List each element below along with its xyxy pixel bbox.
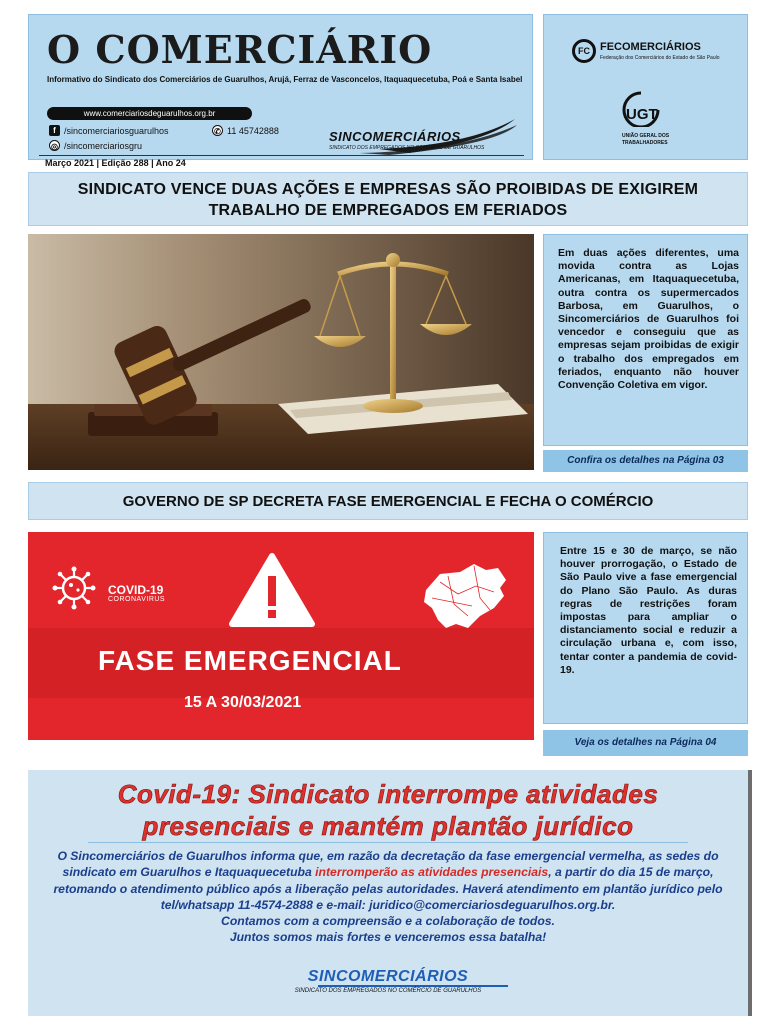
notice-logo-tagline: SINDICATO DOS EMPREGADOS NO COMÉRCIO DE GUARULHOS — [294, 988, 482, 994]
notice-shadow — [748, 770, 752, 1016]
notice-body-line4: Juntos somos mais fortes e venceremos essa batalha! — [229, 930, 547, 945]
masthead-divider — [39, 155, 524, 156]
partners-panel — [543, 14, 748, 160]
notice-title-line1: Covid-19: Sindicato interrompe atividades — [117, 779, 659, 809]
edition-info: Março 2021 | Edição 288 | Ano 24 — [45, 158, 186, 168]
story1-headline-line1: SINDICATO VENCE DUAS AÇÕES E EMPRESAS SÃO PROIBIDAS DE EXIGIREM — [77, 181, 699, 198]
newsletter-title: O COMERCIÁRIO — [47, 27, 433, 72]
ugt-logo-icon — [620, 91, 662, 127]
fase-emergencial-dates: 15 A 30/03/2021 — [184, 694, 302, 711]
fase-emergencial-banner — [28, 532, 534, 740]
masthead — [28, 14, 533, 168]
facebook-handle: /sincomerciariosguarulhos — [64, 125, 169, 136]
notice-body — [36, 848, 740, 946]
instagram-handle: /sincomerciariosgru — [64, 140, 143, 151]
notice-logo-underline — [318, 985, 508, 987]
notice-body-highlight: interromperão as atividades presenciais — [315, 865, 549, 880]
notice-title — [28, 778, 748, 842]
facebook-icon: f — [49, 125, 60, 136]
fecomerciarios-logo-icon: FC — [572, 39, 596, 63]
notice-sincomerciarios-logo — [28, 968, 748, 986]
covid-notice-box — [28, 770, 748, 1016]
story2-more-link[interactable]: Veja os detalhes na Página 04 — [543, 730, 748, 756]
ugt-tagline-line1: UNIÃO GERAL DOS — [622, 133, 670, 139]
fecomerciarios-tagline: Federação dos Comerciários do Estado de São Paulo — [600, 55, 720, 61]
whatsapp-number: 11 45742888 — [227, 125, 279, 136]
ugt-tagline — [622, 133, 669, 147]
instagram-link[interactable] — [49, 140, 142, 151]
whatsapp-icon: ✆ — [212, 125, 223, 136]
notice-divider — [88, 842, 688, 843]
story1-more-link[interactable]: Confira os detalhes na Página 03 — [543, 450, 748, 472]
sincomerciarios-logo-tagline: SINDICATO DOS EMPREGADOS NO COMÉRCIO DE GUARULHOS — [329, 145, 485, 151]
notice-body-part2: , a partir do dia 15 de março, retomando o atendimento público após a liberação pelas autoridades. Haverá atendimento em plantão jurídico pelo tel/whatsapp 11-4574-2888 e e-mail: juridico@comerciariosdeguarulhos.org.br. — [53, 865, 723, 912]
story2-body: Entre 15 e 30 de março, se não houver prorrogação, o Estado de São Paulo vive a fase emergencial do Plano São Paulo. As duras regras de restrições foram impostas para ampliar o distanciamento social e reduzir a circulação urbana e, com isso, tentar conter a pandemia de covid-19. — [543, 532, 748, 724]
notice-title-line2: presenciais e mantém plantão jurídico — [142, 811, 634, 841]
whatsapp-link[interactable] — [212, 125, 279, 136]
notice-body-line3: Contamos com a compreensão e a colaboração de todos. — [221, 914, 555, 929]
ugt-logo-text: UGT — [626, 106, 658, 123]
fase-emergencial-title: FASE EMERGENCIAL — [98, 645, 402, 676]
covid19-label: COVID-19 — [108, 583, 164, 597]
facebook-link[interactable] — [49, 125, 169, 136]
notice-logo-sin: SIN — [307, 968, 336, 985]
newsletter-subtitle: Informativo do Sindicato dos Comerciários de Guarulhos, Arujá, Ferraz de Vasconcelos, Itaquaquecetuba, Poá e Santa Isabel — [47, 75, 523, 84]
ugt-tagline-line2: TRABALHADORES — [622, 140, 668, 146]
story2-headline: GOVERNO DE SP DECRETA FASE EMERGENCIAL E FECHA O COMÉRCIO — [28, 482, 748, 520]
notice-logo-rest: COMERCIÁRIOS — [335, 968, 469, 985]
gavel-scales-photo — [28, 234, 534, 470]
coronavirus-label: CORONAVIRUS — [108, 596, 166, 603]
notice-body-part1: O Sincomerciários de Guarulhos informa que, em razão da decretação da fase emergencial vermelha, as sedes do sindicato em Guarulhos e Itaquaquecetuba — [57, 849, 719, 880]
story1-headline — [28, 172, 748, 226]
sincomerciarios-logo-text: SINCOMERCIÁRIOS — [329, 129, 461, 144]
instagram-icon: ◎ — [49, 140, 60, 151]
story1-headline-line2: TRABALHO DE EMPREGADOS EM FERIADOS — [208, 202, 568, 219]
website-link[interactable]: www.comerciariosdeguarulhos.org.br — [47, 107, 252, 120]
fecomerciarios-name: FECOMERCIÁRIOS — [600, 41, 701, 53]
story1-body: Em duas ações diferentes, uma movida contra as Lojas Americanas, em Itaquaquecetuba, outra contra os supermercados Barbosa, em Guarulhos, o Sincomerciários de Guarulhos foi vencedor e conseguiu que as empresas sejam proibidas de exigir o trabalho dos empregados em feriados, enquanto não houver Convenção Coletiva em vigor. — [543, 234, 748, 446]
